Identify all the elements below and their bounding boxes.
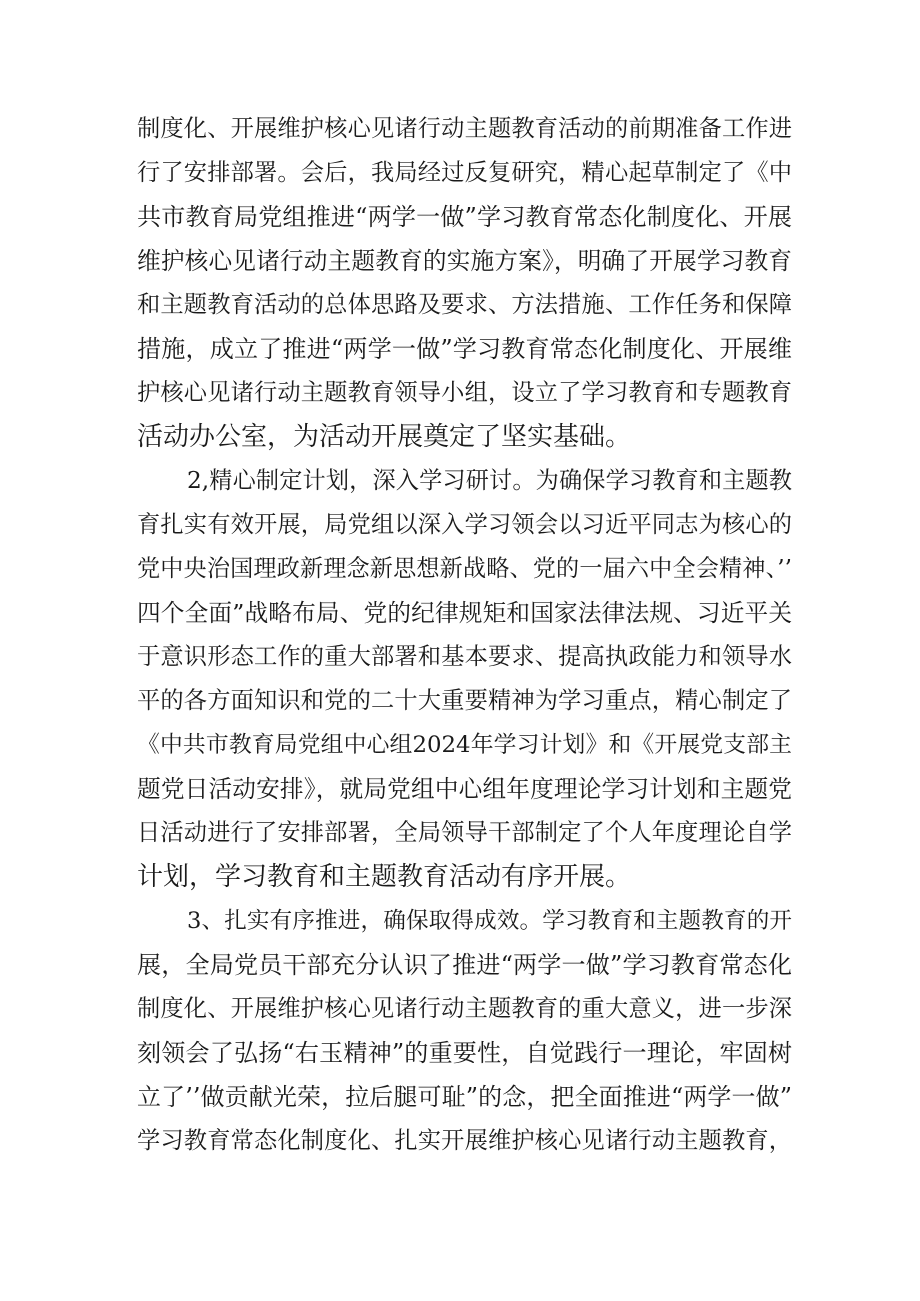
text-line: 学习教育常态化制度化、扎实开展维护核心见诸行动主题教育， [137, 1127, 792, 1154]
text-line: 措施，成立了推进“两学一做”学习教育常态化制度化、开展维 [137, 335, 792, 363]
text-line: 日活动进行了安排部署，全局领导干部制定了个人年度理论自学 [137, 819, 792, 846]
text-line: 2,精心制定计划，深入学习研讨。为确保学习教育和主题教 [187, 467, 792, 494]
text-line: 平的各方面知识和党的二十大重要精神为学习重点，精心制定了 [137, 687, 792, 714]
text-line: 行了安排部署。会后，我局经过反复研究，精心起草制定了《中 [137, 159, 792, 186]
text-line: 题党日活动安排》，就局党组中心组年度理论学习计划和主题党 [137, 775, 792, 803]
text-line: 四个全面”战略布局、党的纪律规矩和国家法律法规、习近平关 [137, 599, 792, 627]
text-line: 立了’’做贡献光荣，拉后腿可耻”的念，把全面推进“两学一做” [137, 1083, 792, 1111]
text-line: 党中央治国理政新理念新思想新战略、党的一届六中全会精神、’’ [137, 556, 792, 582]
text-line: 计划，学习教育和主题教育活动有序开展。 [137, 862, 632, 892]
text-line: 维护核心见诸行动主题教育的实施方案》，明确了开展学习教育 [137, 247, 792, 275]
text-line: 展，全局党员干部充分认识了推进“两学一做”学习教育常态化 [137, 951, 792, 979]
text-line: 活动办公室，为活动开展奠定了坚实基础。 [137, 422, 632, 452]
text-line: 护核心见诸行动主题教育领导小组，设立了学习教育和专题教育 [137, 379, 792, 406]
text-line: 《中共市教育局党组中心组2024年学习计划》和《开展党支部主 [137, 732, 792, 758]
text-line: 于意识形态工作的重大部署和基本要求、提高执政能力和领导水 [137, 643, 792, 670]
text-line: 和主题教育活动的总体思路及要求、方法措施、工作任务和保障 [137, 291, 792, 318]
text-line: 制度化、开展维护核心见诸行动主题教育活动的前期准备工作进 [137, 115, 792, 142]
text-line: 3、扎实有序推进，确保取得成效。学习教育和主题教育的开 [187, 908, 792, 934]
text-line: 育扎实有效开展，局党组以深入学习领会以习近平同志为核心的 [137, 511, 792, 538]
text-line: 刻领会了弘扬“右玉精神”的重要性，自觉践行一理论，牢固树 [137, 1039, 792, 1067]
text-line: 共市教育局党组推进“两学一做”学习教育常态化制度化、开展 [137, 203, 792, 231]
text-line: 制度化、开展维护核心见诸行动主题教育的重大意义，进一步深 [137, 995, 792, 1022]
